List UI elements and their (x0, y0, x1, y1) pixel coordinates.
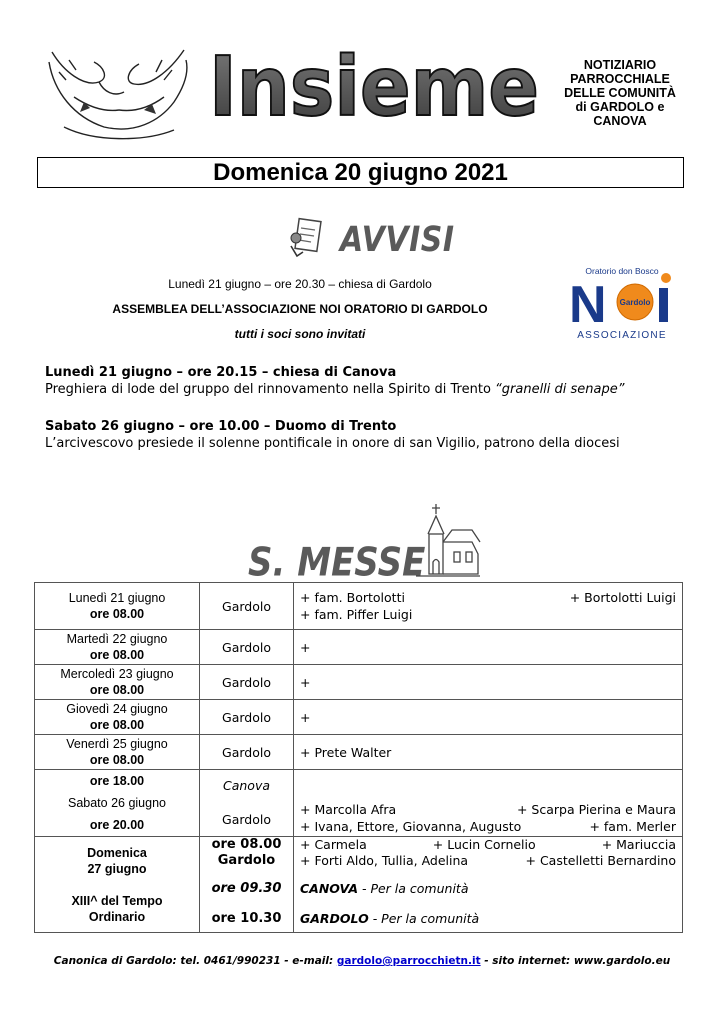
hands-illustration (44, 42, 194, 147)
time-label: ore 08.00 (211, 837, 282, 852)
day-cell (35, 700, 200, 735)
day-label: Giovedì 24 giugno (66, 702, 168, 716)
day-label: Venerdì 25 giugno (66, 737, 168, 751)
place-cell: Gardolo (200, 700, 294, 735)
event-description: L’arcivescovo presiede il solenne pontificale in onore di san Vigilio, patrono della diocesi (45, 436, 620, 451)
assembly-notice (40, 272, 560, 347)
intention: + Ivana, Ettore, Giovanna, Augusto (300, 819, 522, 834)
day-cell (35, 630, 200, 665)
place-cell: Gardolo (200, 735, 294, 770)
subtitle-line: NOTIZIARIO (583, 58, 657, 72)
day-label: Martedì 22 giugno (66, 632, 168, 646)
liturgy-label: XIII^ del Tempo (71, 893, 163, 908)
mass-schedule-table (34, 582, 683, 933)
time-label: ore 18.00 (89, 774, 145, 788)
footer-contact (0, 955, 724, 967)
assembly-line2: ASSEMBLEA DELL’ASSOCIAZIONE NOI ORATORIO DI GARDOLO (112, 302, 488, 316)
notice-board-icon (287, 216, 323, 260)
place-cell: Gardolo (200, 665, 294, 700)
messe-heading: S. MESSE (248, 540, 426, 586)
day-cell (35, 665, 200, 700)
table-row (35, 700, 683, 735)
event-quote: “granelli di senape” (495, 382, 625, 397)
intention: + fam. Piffer Luigi (300, 607, 413, 622)
time-label: ore 08.00 (89, 753, 145, 767)
table-row (35, 837, 683, 933)
newsletter-title (205, 40, 545, 130)
email-link[interactable]: gardolo@parrocchietn.it (336, 955, 481, 967)
assembly-line1: Lunedì 21 giugno – ore 20.30 – chiesa di Gardolo (168, 277, 432, 291)
time-label: ore 08.00 (89, 648, 145, 662)
subtitle-line: DELLE COMUNITÀ (564, 86, 676, 100)
community-name: GARDOLO (300, 911, 369, 926)
subtitle-line: di GARDOLO e (575, 100, 665, 114)
svg-text:Oratorio don Bosco: Oratorio don Bosco (585, 266, 659, 276)
community-note: - Per la comunità (358, 881, 469, 896)
intention: + Bortolotti Luigi (569, 590, 676, 605)
place-label: Gardolo (217, 853, 276, 868)
footer-text: Canonica di Gardolo: tel. 0461/990231 - e-mail: (53, 955, 337, 967)
day-cell (35, 735, 200, 770)
day-cell (35, 770, 200, 837)
table-row (35, 735, 683, 770)
place-label: Gardolo (222, 812, 271, 827)
noi-association-logo (567, 264, 677, 342)
place-cell (200, 837, 294, 933)
place-cell (200, 770, 294, 837)
intention: + Castelletti Bernardino (525, 853, 676, 868)
intentions-cell: + Prete Walter (294, 735, 683, 770)
time-label: ore 09.30 (211, 881, 282, 896)
day-label: Sabato 26 giugno (67, 796, 166, 810)
intention: + Carmela (300, 837, 367, 852)
intention: + Mariuccia (601, 837, 676, 852)
community-note: - Per la comunità (368, 911, 480, 926)
intention: + Scarpa Pierina e Maura (516, 802, 676, 817)
intentions-cell: + (294, 630, 683, 665)
event-item (45, 418, 620, 452)
newsletter-subtitle (556, 58, 684, 128)
day-label: Mercoledì 23 giugno (60, 667, 174, 681)
date-title: Domenica 20 giugno 2021 (37, 157, 684, 188)
subtitle-line: CANOVA (593, 114, 647, 128)
table-row (35, 770, 683, 837)
table-row (35, 630, 683, 665)
day-label: Lunedì 21 giugno (68, 591, 166, 605)
time-label: ore 20.00 (89, 818, 145, 832)
svg-text:Gardolo: Gardolo (619, 298, 651, 307)
day-label: Domenica (87, 845, 147, 860)
intention: + fam. Merler (589, 819, 676, 834)
svg-text:Insieme: Insieme (209, 40, 539, 130)
avvisi-heading: AVVISI (340, 220, 455, 261)
intentions-cell: + (294, 700, 683, 735)
time-label: ore 08.00 (89, 607, 145, 621)
svg-text:N: N (569, 276, 607, 334)
table-row (35, 583, 683, 630)
intentions-cell (294, 583, 683, 630)
assembly-line3: tutti i soci sono invitati (234, 327, 366, 341)
intentions-cell (294, 837, 683, 933)
subtitle-line: PARROCCHIALE (570, 72, 670, 86)
time-label: ore 08.00 (89, 718, 145, 732)
intention: + Forti Aldo, Tullia, Adelina (300, 853, 469, 868)
intention: + fam. Bortolotti (300, 590, 405, 605)
church-icon (414, 500, 482, 580)
day-cell (35, 837, 200, 933)
liturgy-label: Ordinario (88, 909, 146, 924)
place-cell: Gardolo (200, 630, 294, 665)
community-mass (300, 881, 676, 897)
community-name: CANOVA (300, 881, 358, 896)
event-description: Preghiera di lode del gruppo del rinnovamento nella Spirito di Trento (45, 382, 496, 397)
event-item (45, 364, 625, 398)
place-cell: Gardolo (200, 583, 294, 630)
day-label: 27 giugno (87, 861, 147, 876)
intention: + Lucin Cornelio (432, 837, 536, 852)
intentions-cell: + (294, 665, 683, 700)
table-row (35, 665, 683, 700)
community-mass (300, 911, 676, 927)
day-cell (35, 583, 200, 630)
event-text (45, 381, 625, 398)
footer-text: - sito internet: www.gardolo.eu (480, 955, 671, 967)
intentions-cell (294, 770, 683, 837)
svg-text:ASSOCIAZIONE: ASSOCIAZIONE (577, 330, 667, 341)
place-label: Canova (222, 778, 270, 793)
time-label: ore 10.30 (211, 911, 282, 926)
time-label: ore 08.00 (89, 683, 145, 697)
event-heading: Lunedì 21 giugno – ore 20.15 – chiesa di Canova (45, 365, 397, 380)
intention: + Marcolla Afra (300, 802, 397, 817)
event-heading: Sabato 26 giugno – ore 10.00 – Duomo di Trento (45, 419, 397, 434)
